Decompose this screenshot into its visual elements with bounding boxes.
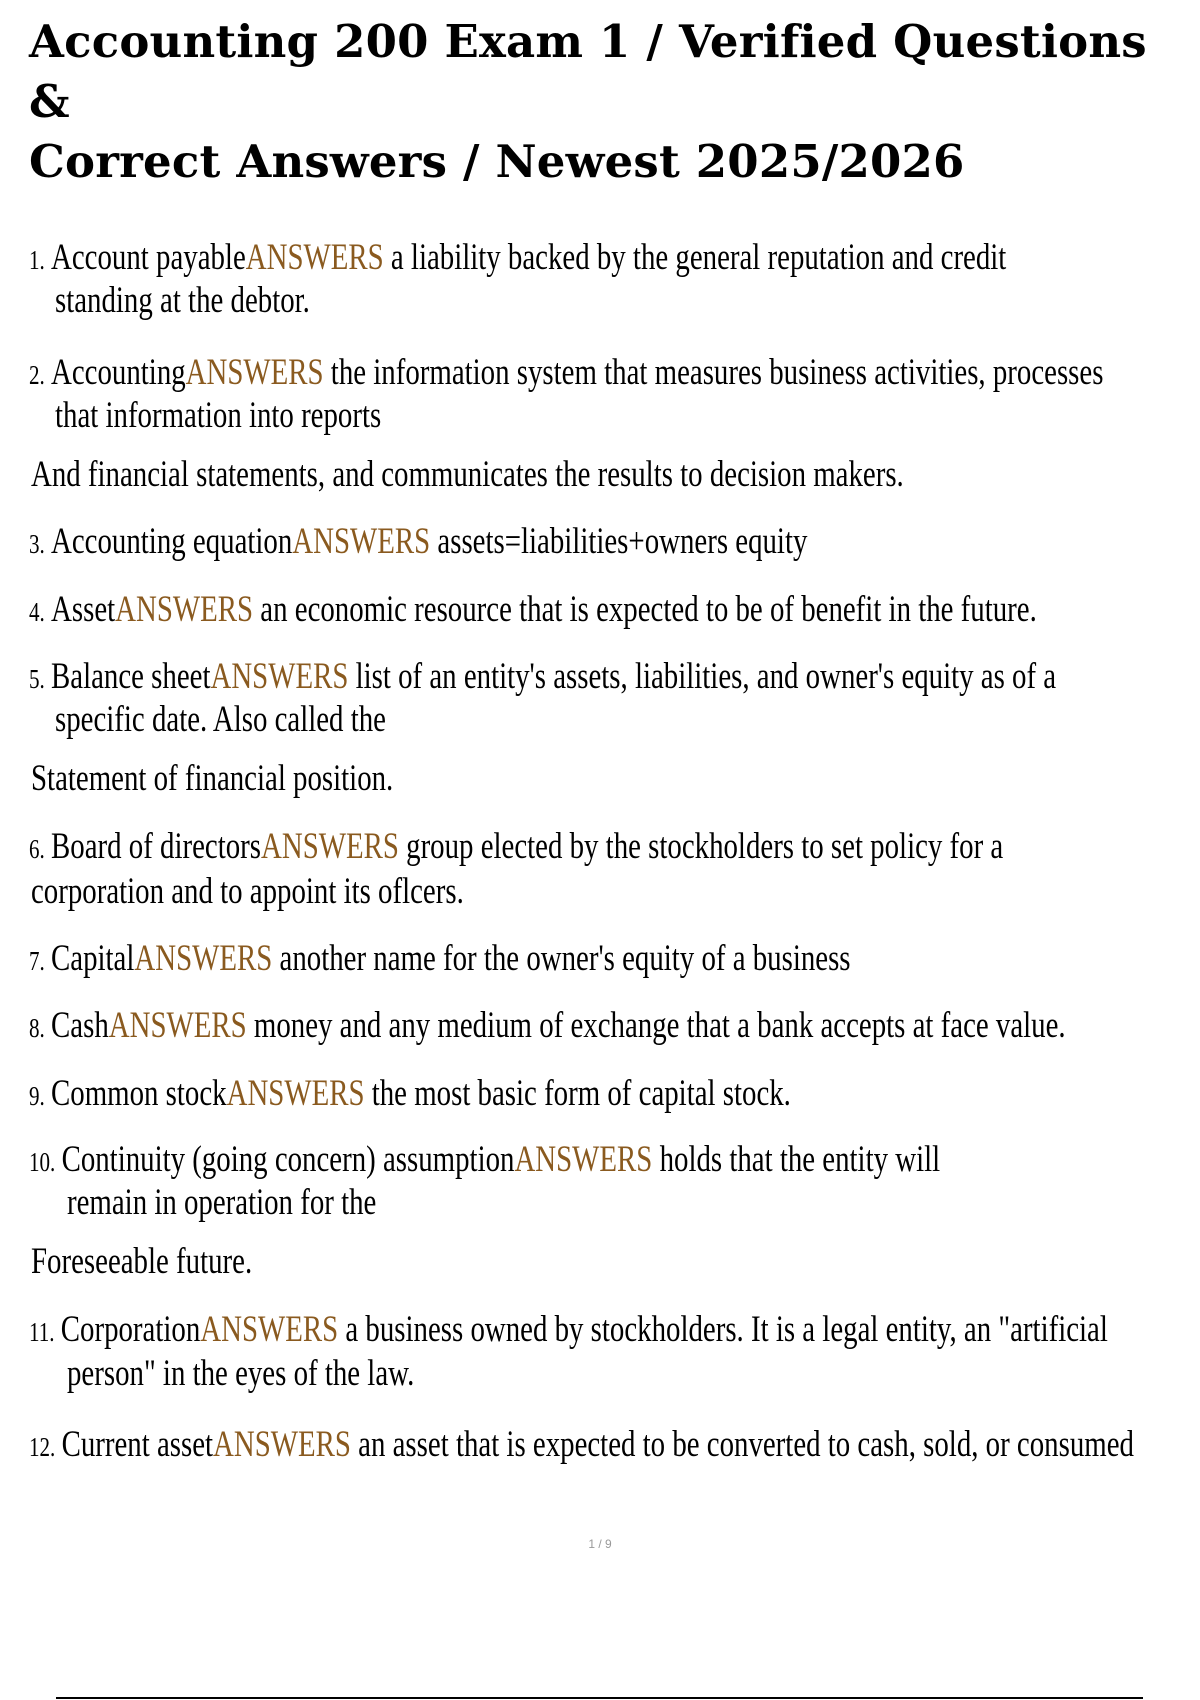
item-number: 3.	[29, 529, 45, 559]
answers-marker: ANSWERS	[134, 938, 273, 979]
item-definition: an economic resource that is expected to be of benefit in the future.	[253, 589, 1037, 630]
item-term: Continuity (going concern) assumption	[61, 1139, 515, 1180]
item-term: Account payable	[51, 237, 246, 278]
item-term: Corporation	[60, 1309, 201, 1350]
answers-marker: ANSWERS	[108, 1005, 247, 1046]
item-term: Accounting	[51, 352, 186, 393]
question-item	[29, 1138, 940, 1184]
question-item	[29, 1423, 1134, 1469]
item-term: Capital	[51, 938, 135, 979]
definition-continuation: remain in operation for the	[67, 1182, 377, 1223]
definition-continuation: standing at the debtor.	[55, 280, 310, 321]
answers-marker: ANSWERS	[514, 1139, 653, 1180]
answers-marker: ANSWERS	[210, 656, 349, 697]
item-term: Current asset	[61, 1424, 214, 1465]
question-item	[29, 236, 1006, 282]
item-definition: money and any medium of exchange that a bank accepts at face value.	[246, 1005, 1066, 1046]
answers-marker: ANSWERS	[292, 521, 431, 562]
question-item	[29, 588, 1037, 634]
answers-marker: ANSWERS	[261, 826, 399, 867]
question-item	[29, 655, 1056, 701]
question-item	[29, 1004, 1066, 1050]
item-number: 1.	[29, 245, 45, 275]
item-number: 10.	[29, 1147, 56, 1177]
answers-marker: ANSWERS	[213, 1424, 351, 1465]
item-term: Accounting equation	[51, 521, 293, 562]
question-item	[29, 351, 1103, 397]
definition-continuation: corporation and to appoint its oflcers.	[31, 871, 464, 912]
item-definition: the most basic form of capital stock.	[364, 1073, 791, 1114]
item-number: 9.	[29, 1081, 45, 1111]
question-item	[29, 937, 851, 983]
item-number: 7.	[29, 946, 45, 976]
definition-continuation: person" in the eyes of the law.	[67, 1353, 415, 1394]
item-definition: a business owned by stockholders. It is a legal entity, an "artificial	[338, 1309, 1108, 1350]
item-term: Board of directors	[51, 826, 262, 867]
item-number: 8.	[29, 1013, 45, 1043]
item-definition: group elected by the stockholders to set policy for a	[398, 826, 1004, 867]
answers-marker: ANSWERS	[185, 352, 324, 393]
item-number: 12.	[29, 1432, 56, 1462]
answers-marker: ANSWERS	[226, 1073, 365, 1114]
item-number: 2.	[29, 360, 45, 390]
page-number: 1 / 9	[588, 1537, 612, 1551]
title-line-1: Accounting 200 Exam 1 / Verified Questions &	[29, 15, 1147, 128]
item-definition: another name for the owner's equity of a business	[272, 938, 851, 979]
item-number: 6.	[29, 834, 45, 864]
title-line-2: Correct Answers / Newest 2025/2026	[29, 135, 965, 188]
answers-marker: ANSWERS	[200, 1309, 339, 1350]
item-number: 5.	[29, 664, 45, 694]
question-item	[29, 1072, 791, 1118]
item-term: Cash	[51, 1005, 109, 1046]
item-term: Balance sheet	[51, 656, 211, 697]
question-item	[29, 520, 807, 566]
definition-continuation: Statement of financial position.	[31, 758, 394, 799]
answers-marker: ANSWERS	[115, 589, 254, 630]
question-item	[29, 1308, 1108, 1354]
definition-continuation: Foreseeable future.	[31, 1241, 253, 1282]
item-definition: holds that the entity will	[652, 1139, 941, 1180]
question-item	[29, 825, 1003, 871]
footer-divider	[56, 1697, 1143, 1699]
item-definition: a liability backed by the general reputation and credit	[383, 237, 1007, 278]
item-definition: the information system that measures business activities, processes	[323, 352, 1104, 393]
item-number: 4.	[29, 597, 45, 627]
definition-continuation: that information into reports	[55, 395, 382, 436]
item-number: 11.	[29, 1317, 55, 1347]
item-term: Asset	[51, 589, 116, 630]
item-term: Common stock	[51, 1073, 227, 1114]
definition-continuation: And financial statements, and communicates the results to decision makers.	[31, 454, 904, 495]
answers-marker: ANSWERS	[245, 237, 384, 278]
definition-continuation: specific date. Also called the	[55, 699, 386, 740]
item-definition: assets=liabilities+owners equity	[430, 521, 808, 562]
item-definition: an asset that is expected to be converted to cash, sold, or consumed	[350, 1424, 1134, 1465]
item-definition: list of an entity's assets, liabilities, and owner's equity as of a	[348, 656, 1057, 697]
